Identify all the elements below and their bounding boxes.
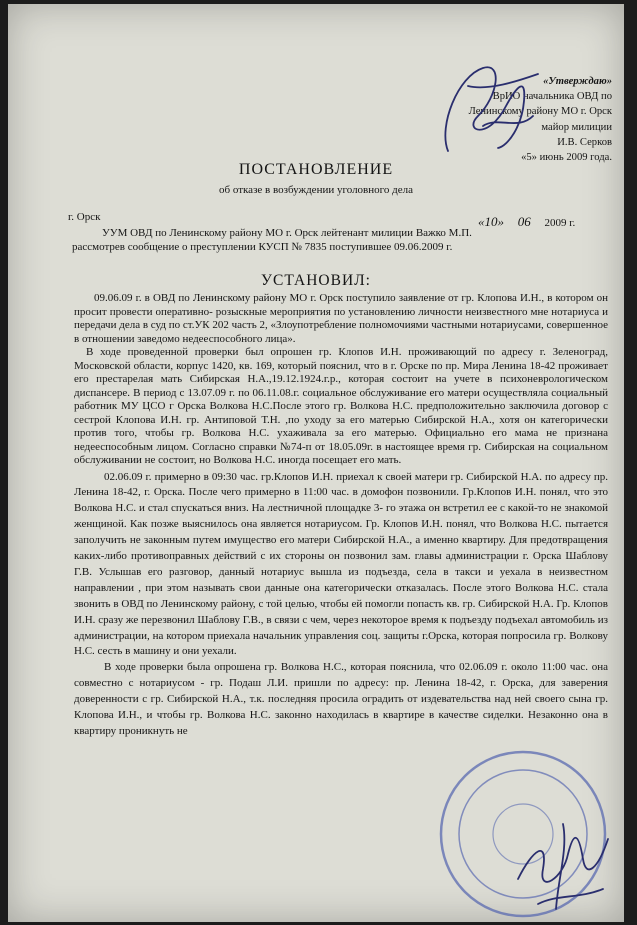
approval-signature: [428, 56, 558, 166]
approval-date: «5» июнь 2009 года.: [521, 152, 612, 164]
approval-rank: майор милиции: [541, 121, 612, 133]
document-city: г. Орск: [68, 211, 101, 223]
document-intro: [72, 227, 608, 254]
paragraph-1: 09.06.09 г. в ОВД по Ленинскому району МО г. Орск поступило заявление от гр. Клопова И.Н., в котором он просит провести оперативно- розыскные мероприятия по установлению личности неизвестного мне нотариуса и передачи дела в суд по ст.УК 202 часть 2, «Злоупотребление полномочиями частными нотариусами, совершенное в отношении заведомо недееспособного лица».: [74, 292, 608, 345]
approval-department: Ленинскому району МО г. Орск: [468, 106, 612, 118]
date-day: «10»: [478, 214, 504, 229]
section-title: УСТАНОВИЛ:: [261, 272, 371, 289]
intro-line-1: УУМ ОВД по Ленинскому району МО г. Орск лейтенант милиции Важко М.П.: [102, 227, 472, 239]
document-title: ПОСТАНОВЛЕНИЕ: [238, 161, 394, 178]
document-body: [74, 292, 608, 740]
date-year: 2009 г.: [544, 217, 576, 229]
bottom-signature: [508, 809, 618, 919]
approval-name: И.В. Серков: [557, 136, 612, 148]
paragraph-2: В ходе проведенной проверки был опрошен гр. Клопов И.Н. проживающий по адресу г. Зеленоград, Московской области, корпус 1420, кв. 169, который пояснил, что в г. Орске по пр. Мира Ленина 18-42 проживает его престарелая мать Сибирская Н.А.,19.12.1924.г.р., которая состоит на учете в психоневрологическом диспансере. В период с 13.07.09 г. по 06.11.08.г. социальное обслуживание его матери осуществляла социальный работник МУ ЦСО г Орска Волкова Н.С.После этого гр. Волкова Н.С. предположительно заключила договор с сестрой Клопова И.Н. гр. Антиповой Т.Н. ,по уходу за его матерью Сибирской Н.А., хотя он категорически против того, чтобы гр. Волкова Н.С. ухаживала за его матерью. Официально его мама не признана недееспособным лицом. Согласно справки №74-п от 18.05.09г. в настоящее время гр. Сибирская на социальном обслуживании не состоит, но Волкова Н.С. иногда посещает его мать.: [74, 346, 608, 466]
paragraph-3: 02.06.09 г. примерно в 09:30 час. гр.Клопов И.Н. приехал к своей матери гр. Сибирской Н.А. по адресу пр. Ленина 18-42, г. Орска. После чего примерно в 11:00 час. в домофон позвонили. Гр.Клопов И.Н. понял, что это Волкова Н.С. и стал спускаться вниз. На лестничной площадке 3- го этажа он встретил ее с какой-то не знакомой женщиной. Как позже выяснилось она является нотариусом. Гр. Клопов И.Н. понял, что Волкова Н.С. пытается заполучить не законным путем имущество его матери Сибирской Н.А., а именно квартиру. Для предотвращения каких-либо противоправных действий с их стороны он позвонил зам. главы администрации г. Орска Шаблову Г.В. Услышав его разговор, данный нотариус вышла из подъезда, села в такси и уехала в неизвестном направлении , при этом называть свои данные она категорически отказалась. После этого Волкова Н.С. стала звонить в ОВД по Ленинскому району, с той целью, чтобы ей помогли попасть кв. гр. Сибирской Н.А. Гр. Клопов И.Н. сразу же перезвонил Шаблову Г.В., в связи с чем, через некоторое время к подъезду подъехал автомобиль из администрации, на котором приехала начальник управления соц. защиты г.Орска, которая попросила гр. Волкову Н.С. сесть в машину и они уехали.: [74, 470, 608, 658]
approval-position: ВрИО начальника ОВД по: [492, 91, 612, 103]
date-month: 06: [517, 214, 531, 229]
approval-title: «Утверждаю»: [543, 76, 612, 87]
paragraph-4: В ходе проверки была опрошена гр. Волкова Н.С., которая пояснила, что 02.06.09 г. около 11:00 час. она совместно с нотариусом - гр. Подаш Л.И. пришли по адресу: пр. Ленина 18-42, г. Орска, для заверения доверенности с гр. Сибирской Н.А., т.к. последняя просила оградить от издевательства над ней своего сына гр. Клопова И.Н., и чтобы гр. Волкова Н.С. законно находилась в квартире в качестве сиделки. Незаконно она в квартиру проникнуть не: [74, 661, 608, 737]
document-subtitle: об отказе в возбуждении уголовного дела: [219, 184, 413, 196]
document-page: [8, 4, 624, 922]
intro-line-2: рассмотрев сообщение о преступлении КУСП № 7835 поступившее 09.06.2009 г.: [72, 240, 453, 253]
